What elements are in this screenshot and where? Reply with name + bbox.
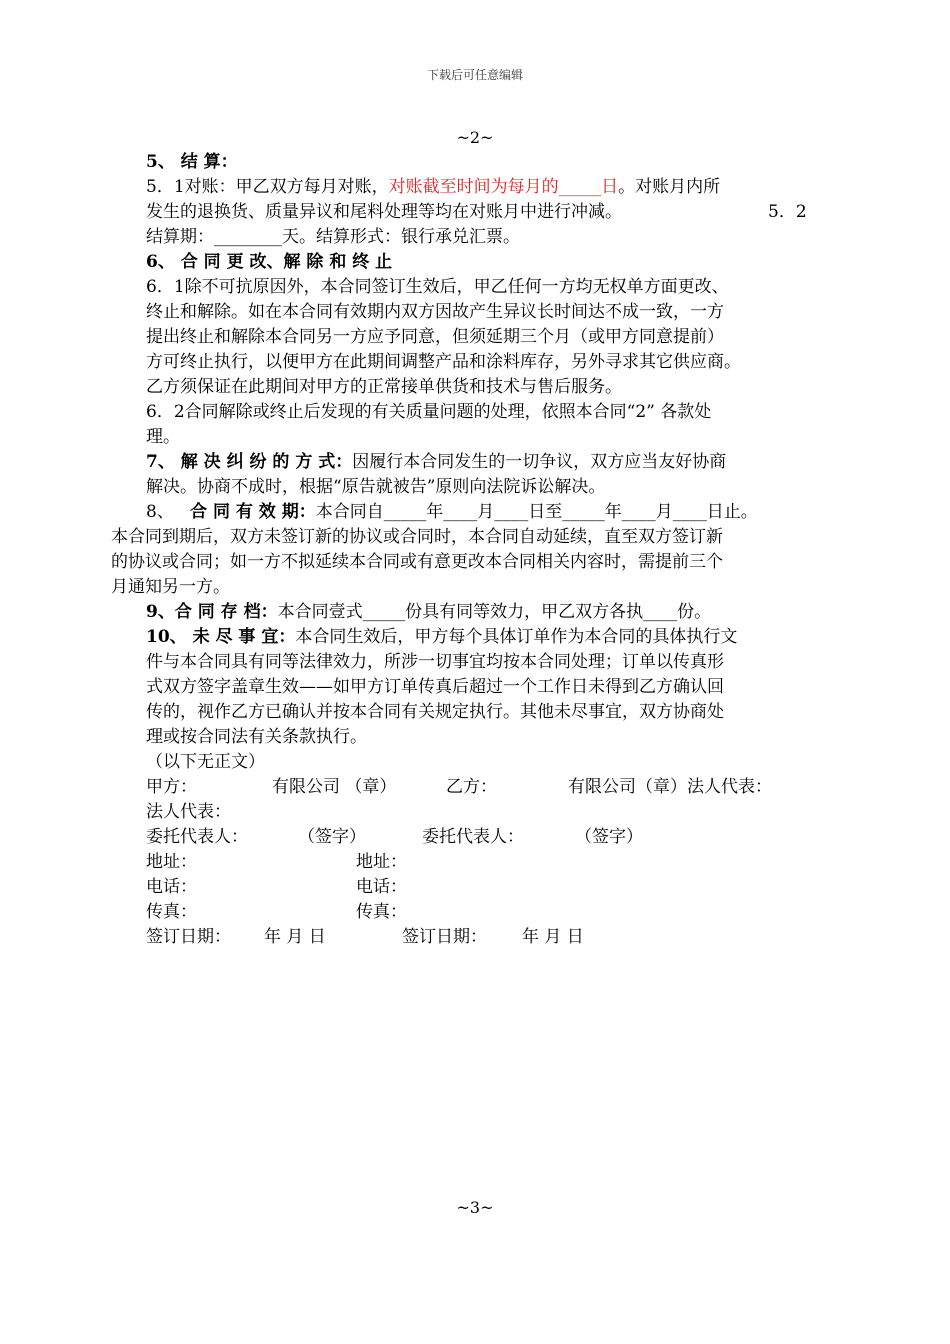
section-8-line2: 本合同到期后，双方未签订新的协议或合同时，本合同自动延续，直至双方签订新	[111, 527, 723, 547]
section-6-1-line3: 提出终止和解除本合同另一方应予同意，但须延期三个月（或甲方同意提前）	[146, 327, 724, 347]
party-a-label: 甲方：	[146, 777, 197, 797]
no-more-text: （以下无正文）	[146, 752, 265, 772]
section-10-line4: 传的，视作乙方已确认并按本合同有关规定执行。其他未尽事宜，双方协商处	[146, 702, 724, 722]
section-8-title: 合 同 有 效 期：	[190, 502, 316, 522]
section-10-title: 10、 未 尽 事 宜：	[146, 627, 296, 647]
section-5-1-red-text: 对账截至时间为每月的_____日	[388, 177, 619, 197]
address-b-label: 地址：	[356, 852, 407, 872]
section-7-title: 7、 解 决 纠 纷 的 方 式：	[146, 452, 353, 472]
fax-a-label: 传真：	[146, 902, 197, 922]
section-6-1-line1: 6．1除不可抗原因外，本合同签订生效后，甲乙任何一方均无权单方面更改、	[146, 277, 729, 297]
section-6-1-line4: 方可终止执行，以便甲方在此期间调整产品和涂料库存，另外寻求其它供应商。	[146, 352, 741, 372]
section-5-1-text-b: 。对账月内所	[618, 177, 721, 197]
section-5-2-line: 结算期：________天。结算形式：银行承兑汇票。	[146, 227, 520, 247]
section-9-title: 9、合 同 存 档：	[146, 602, 278, 622]
address-a-label: 地址：	[146, 852, 197, 872]
section-10-line5: 理或按合同法有关条款执行。	[146, 727, 367, 747]
section-10-line1	[146, 625, 737, 649]
section-7-line2: 解决。协商不成时，根据“原告就被告”原则向法院诉讼解决。	[146, 477, 606, 497]
section-9-line	[146, 600, 711, 624]
phone-b-label: 电话：	[356, 877, 407, 897]
page-number-bottom: ~3~	[456, 1198, 494, 1217]
section-8-number: 8、	[146, 502, 180, 522]
section-10-line2: 件与本合同具有同等法律效力，所涉一切事宜均按本合同处理；订单以传真形	[146, 652, 724, 672]
party-a-company: 有限公司 （章）	[272, 777, 397, 797]
sign-date-b-value: 年 月 日	[522, 927, 584, 947]
phone-a-label: 电话：	[146, 877, 197, 897]
section-5-1-line1	[146, 175, 720, 199]
section-6-1-line2: 终止和解除。如在本合同有效期内双方因故产生异议长时间达不成一致，一方	[146, 302, 724, 322]
section-10-text-a: 本合同生效后，甲方每个具体订单作为本合同的具体执行文	[295, 627, 738, 647]
sign-date-b-label: 签订日期：	[402, 927, 487, 947]
section-7-text-a: 因履行本合同发生的一切争议，双方应当友好协商	[352, 452, 727, 472]
section-10-line3: 式双方签字盖章生效——如甲方订单传真后超过一个工作日未得到乙方确认回	[146, 677, 724, 697]
page-header: 下载后可任意编辑	[426, 68, 523, 82]
section-6-1-line5: 乙方须保证在此期间对甲方的正常接单供货和技术与售后服务。	[146, 377, 622, 397]
sign-date-a-label: 签订日期：	[146, 927, 231, 947]
section-7-line1	[146, 450, 726, 474]
section-9-text: 本合同壹式_____份具有同等效力，甲乙双方各执____份。	[277, 602, 712, 622]
legal-rep-label: 法人代表：	[146, 802, 231, 822]
section-5-1-text-a: 5．1对账：甲乙双方每月对账，	[146, 177, 389, 197]
section-5-1-line2: 发生的退换货、质量异议和尾料处理等均在对账月中进行冲减。	[146, 202, 622, 222]
agent-b-label: 委托代表人：	[422, 827, 524, 847]
party-b-company: 有限公司（章）法人代表：	[568, 777, 772, 797]
section-5-title: 5、 结 算：	[146, 152, 238, 172]
section-6-2-line1: 6．2合同解除或终止后发现的有关质量问题的处理，依照本合同“2” 各款处	[146, 402, 712, 422]
agent-a-sign: （签字）	[298, 827, 366, 847]
agent-b-sign: （签字）	[575, 827, 643, 847]
fax-b-label: 传真：	[356, 902, 407, 922]
section-6-title: 6、 合 同 更 改、解 除 和 终 止	[146, 252, 393, 272]
section-5-2-number: 5．2	[768, 202, 807, 222]
section-8-line3: 的协议或合同；如一方不拟延续本合同或有意更改本合同相关内容时，需提前三个	[111, 552, 723, 572]
section-6-2-line2: 理。	[146, 427, 180, 447]
section-8-line1	[146, 500, 758, 524]
agent-a-label: 委托代表人：	[146, 827, 248, 847]
section-8-text-a: 本合同自_____年____月____日至_____年____月____日止。	[315, 502, 758, 522]
party-b-label: 乙方：	[446, 777, 497, 797]
section-8-line4: 月通知另一方。	[111, 577, 230, 597]
sign-date-a-value: 年 月 日	[264, 927, 326, 947]
page-number-top: ~2~	[456, 128, 494, 147]
